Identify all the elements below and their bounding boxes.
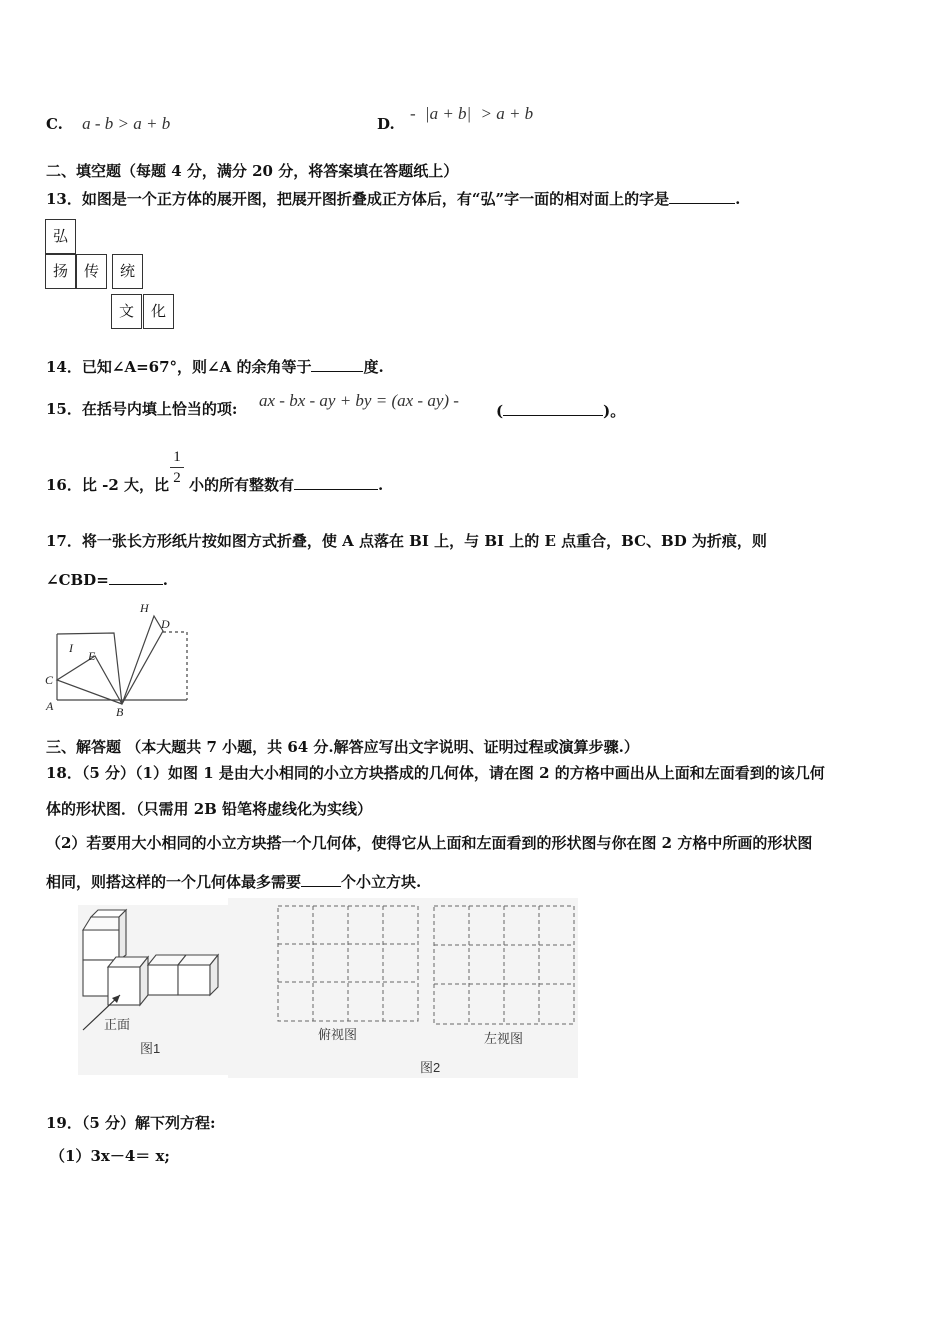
label-c: C <box>45 673 54 687</box>
paren-open: ( <box>496 402 504 420</box>
question-13-end: . <box>735 190 741 208</box>
question-17-line2 <box>46 568 168 590</box>
figure-1-caption: 图1 <box>140 1041 161 1056</box>
cube-net-figure <box>45 219 185 339</box>
option-d-label: D. <box>377 115 395 133</box>
question-15-expression <box>259 391 459 411</box>
net-cell: 扬 <box>45 254 76 289</box>
label-h: H <box>140 601 149 615</box>
answer-blank[interactable] <box>311 355 363 372</box>
label-e: E <box>88 649 96 663</box>
question-15-math: ax - bx - ay + by = (ax - ay) - <box>259 391 459 410</box>
net-cell: 弘 <box>45 219 76 254</box>
question-14-text: 14．已知∠A=67°，则∠A 的余角等于 <box>46 358 312 376</box>
label-b: B <box>116 705 124 719</box>
option-c <box>46 114 170 134</box>
figure-2-grids <box>228 898 578 1078</box>
figure-1-cubes <box>78 905 228 1075</box>
dashed-original-edge <box>163 632 187 700</box>
question-16-text-a: 16．比 -2 大，比 <box>46 476 169 494</box>
section-2-title: 二、填空题（每题 4 分，满分 20 分，将答案填在答题纸上） <box>46 162 459 180</box>
question-16-text-b: 小的所有整数有 <box>188 476 294 494</box>
question-16 <box>46 473 383 495</box>
top-view-caption: 俯视图 <box>318 1027 358 1042</box>
question-18-line2: 体的形状图．（只需用 2B 铅笔将虚线化为实线） <box>46 800 373 818</box>
label-i: I <box>69 641 73 655</box>
question-13-text: 13．如图是一个正方体的展开图，把展开图折叠成正方体后，有“弘”字一面的相对面上的字是 <box>46 190 670 208</box>
net-cell: 传 <box>76 254 107 289</box>
cube-face <box>119 910 126 960</box>
question-16-end: . <box>378 476 384 494</box>
question-18-line4 <box>46 870 421 892</box>
question-19-sub1 <box>50 1146 170 1166</box>
angle-cbd-label: ∠CBD= <box>46 571 109 589</box>
option-d-suffix: > a + b <box>480 104 534 123</box>
cube-face <box>148 965 178 995</box>
question-14-end: 度. <box>363 358 384 376</box>
cube-face <box>83 930 119 960</box>
fraction-bar <box>170 467 184 468</box>
question-15-text: 15．在括号内填上恰当的项: <box>46 400 238 418</box>
question-18-line3: （2）若要用大小相同的小立方块搭一个几何体，使得它从上面和左面看到的形状图与你在图 2 方格中所画的形状图 <box>46 834 813 852</box>
fraction-numerator: 1 <box>173 449 181 465</box>
answer-blank[interactable] <box>503 399 603 416</box>
cube-face <box>108 967 140 1005</box>
fraction-one-half <box>170 448 184 487</box>
sub1-label: （1） <box>50 1147 91 1165</box>
question-13 <box>46 187 740 209</box>
question-15 <box>46 399 237 419</box>
question-17: 17．将一张长方形纸片按如图方式折叠，使 A 点落在 BI 上，与 BI 上的 E 点重合，BC、BD 为折痕，则 <box>46 532 767 550</box>
option-c-expression: a - b > a + b <box>82 114 171 133</box>
sub1-equation: 3x－4＝ x; <box>90 1147 170 1165</box>
answer-blank[interactable] <box>301 870 341 887</box>
net-cell: 化 <box>143 294 174 329</box>
option-d <box>377 114 395 134</box>
left-view-caption: 左视图 <box>484 1031 524 1046</box>
fraction-denominator: 2 <box>173 470 181 486</box>
label-d: D <box>161 617 170 631</box>
option-c-label: C. <box>46 115 63 133</box>
cube-face <box>178 965 210 995</box>
front-view-label: 正面 <box>104 1017 131 1032</box>
paren-close: )。 <box>603 402 626 420</box>
figure-2-caption: 图2 <box>420 1060 441 1075</box>
label-a: A <box>46 699 54 713</box>
question-18-line1: 18．（5 分）（1）如图 1 是由大小相同的小立方块搭成的几何体，请在图 2 的方格中画出从上面和左面看到的该几何 <box>46 764 825 782</box>
question-18-line4b: 个小立方块. <box>341 873 422 891</box>
option-d-abs: |a + b| <box>424 104 472 123</box>
question-19: 19．（5 分）解下列方程: <box>46 1114 216 1132</box>
question-17-end: . <box>162 571 168 589</box>
answer-blank[interactable] <box>109 568 163 585</box>
fold-outline <box>57 616 163 704</box>
section-3-title: 三、解答题 （本大题共 7 小题，共 64 分.解答应写出文字说明、证明过程或演算步骤.） <box>46 738 639 756</box>
option-d-prefix: - <box>410 104 416 123</box>
net-cell: 文 <box>111 294 142 329</box>
answer-blank[interactable] <box>669 187 735 204</box>
answer-blank[interactable] <box>294 473 378 490</box>
question-18-line4a: 相同，则搭这样的一个几何体最多需要 <box>46 873 302 891</box>
folding-figure <box>40 600 200 720</box>
question-15-answer <box>496 399 625 421</box>
net-cell: 统 <box>112 254 143 289</box>
question-14 <box>46 355 384 377</box>
option-d-expression <box>410 104 533 124</box>
